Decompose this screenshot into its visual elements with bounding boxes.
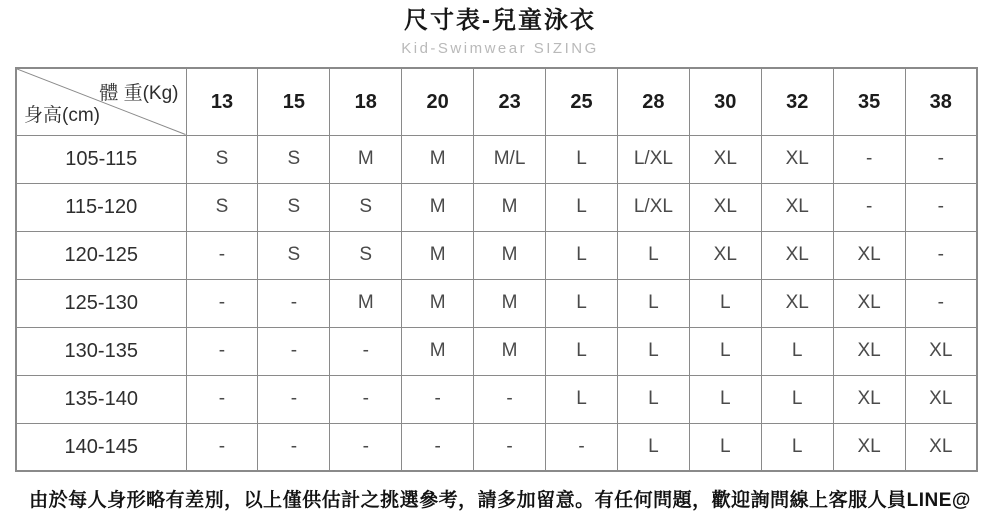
size-cell: - bbox=[186, 279, 258, 327]
weight-header: 28 bbox=[617, 68, 689, 135]
size-cell: L bbox=[761, 423, 833, 471]
size-cell: - bbox=[905, 135, 977, 183]
size-cell: - bbox=[186, 327, 258, 375]
size-cell: M bbox=[402, 183, 474, 231]
size-cell: XL bbox=[761, 231, 833, 279]
size-cell: XL bbox=[833, 375, 905, 423]
size-cell: M bbox=[402, 135, 474, 183]
size-cell: - bbox=[905, 279, 977, 327]
weight-header: 23 bbox=[474, 68, 546, 135]
size-cell: M bbox=[474, 183, 546, 231]
size-cell: S bbox=[258, 231, 330, 279]
size-cell: - bbox=[905, 231, 977, 279]
size-cell: M bbox=[330, 279, 402, 327]
height-range-label: 115-120 bbox=[16, 183, 186, 231]
height-axis-label: 身高(cm) bbox=[24, 104, 100, 126]
size-cell: S bbox=[186, 183, 258, 231]
size-cell: - bbox=[330, 327, 402, 375]
height-range-label: 125-130 bbox=[16, 279, 186, 327]
size-cell: XL bbox=[689, 135, 761, 183]
size-cell: - bbox=[905, 183, 977, 231]
size-cell: - bbox=[330, 375, 402, 423]
size-cell: L bbox=[617, 231, 689, 279]
weight-header: 25 bbox=[546, 68, 618, 135]
height-range-label: 130-135 bbox=[16, 327, 186, 375]
size-cell: - bbox=[186, 375, 258, 423]
size-cell: - bbox=[330, 423, 402, 471]
size-cell: L bbox=[617, 279, 689, 327]
size-cell: - bbox=[186, 231, 258, 279]
size-cell: XL bbox=[833, 279, 905, 327]
size-cell: S bbox=[330, 183, 402, 231]
size-cell: L/XL bbox=[617, 183, 689, 231]
weight-header: 32 bbox=[761, 68, 833, 135]
size-cell: - bbox=[402, 423, 474, 471]
header-row bbox=[16, 68, 977, 135]
height-range-label: 135-140 bbox=[16, 375, 186, 423]
weight-header: 20 bbox=[402, 68, 474, 135]
size-cell: S bbox=[330, 231, 402, 279]
size-cell: M bbox=[474, 279, 546, 327]
weight-axis-label: 體 重(Kg) bbox=[99, 83, 179, 105]
size-cell: - bbox=[833, 183, 905, 231]
weight-header: 35 bbox=[833, 68, 905, 135]
weight-header: 15 bbox=[258, 68, 330, 135]
size-cell: S bbox=[258, 183, 330, 231]
size-cell: L bbox=[546, 375, 618, 423]
size-cell: L bbox=[689, 279, 761, 327]
height-range-label: 105-115 bbox=[16, 135, 186, 183]
size-cell: L bbox=[546, 135, 618, 183]
size-cell: XL bbox=[833, 231, 905, 279]
size-cell: M bbox=[474, 231, 546, 279]
size-cell: L bbox=[546, 327, 618, 375]
disclaimer-note: 由於每人身形略有差別，以上僅供估計之挑選參考，請多加留意。有任何問題，歡迎詢問線上客服人員LINE@ bbox=[29, 490, 971, 512]
size-cell: L bbox=[761, 375, 833, 423]
size-cell: XL bbox=[905, 375, 977, 423]
size-cell: L bbox=[689, 375, 761, 423]
size-cell: - bbox=[546, 423, 618, 471]
weight-header: 13 bbox=[186, 68, 258, 135]
size-cell: L bbox=[546, 183, 618, 231]
size-cell: M bbox=[402, 279, 474, 327]
table-row bbox=[16, 375, 977, 423]
size-cell: - bbox=[474, 375, 546, 423]
size-cell: XL bbox=[761, 183, 833, 231]
size-cell: - bbox=[258, 423, 330, 471]
size-cell: - bbox=[258, 327, 330, 375]
page-subtitle: Kid-Swimwear SIZING bbox=[401, 39, 599, 57]
size-cell: M bbox=[330, 135, 402, 183]
weight-header: 30 bbox=[689, 68, 761, 135]
table-row bbox=[16, 423, 977, 471]
table-row bbox=[16, 327, 977, 375]
size-cell: S bbox=[186, 135, 258, 183]
size-cell: L bbox=[689, 327, 761, 375]
size-cell: L bbox=[689, 423, 761, 471]
table-row bbox=[16, 231, 977, 279]
size-cell: - bbox=[186, 423, 258, 471]
size-cell: L/XL bbox=[617, 135, 689, 183]
size-cell: L bbox=[617, 375, 689, 423]
size-cell: M bbox=[402, 327, 474, 375]
weight-header: 38 bbox=[905, 68, 977, 135]
height-range-label: 140-145 bbox=[16, 423, 186, 471]
size-cell: L bbox=[617, 327, 689, 375]
size-cell: - bbox=[258, 375, 330, 423]
size-cell: S bbox=[258, 135, 330, 183]
size-cell: - bbox=[474, 423, 546, 471]
size-cell: XL bbox=[905, 423, 977, 471]
size-cell: XL bbox=[689, 183, 761, 231]
size-cell: XL bbox=[905, 327, 977, 375]
table-row bbox=[16, 183, 977, 231]
table-row bbox=[16, 279, 977, 327]
size-chart-table bbox=[15, 67, 978, 472]
corner-cell bbox=[16, 68, 186, 135]
size-cell: L bbox=[761, 327, 833, 375]
size-cell: L bbox=[546, 231, 618, 279]
size-cell: - bbox=[833, 135, 905, 183]
size-cell: - bbox=[258, 279, 330, 327]
size-cell: XL bbox=[761, 279, 833, 327]
size-cell: XL bbox=[833, 423, 905, 471]
size-cell: M/L bbox=[474, 135, 546, 183]
size-cell: XL bbox=[689, 231, 761, 279]
size-cell: M bbox=[402, 231, 474, 279]
table-row bbox=[16, 135, 977, 183]
size-cell: - bbox=[402, 375, 474, 423]
size-cell: XL bbox=[761, 135, 833, 183]
size-cell: L bbox=[546, 279, 618, 327]
size-cell: XL bbox=[833, 327, 905, 375]
page-title: 尺寸表-兒童泳衣 bbox=[404, 7, 596, 34]
height-range-label: 120-125 bbox=[16, 231, 186, 279]
size-cell: L bbox=[617, 423, 689, 471]
weight-header: 18 bbox=[330, 68, 402, 135]
size-cell: M bbox=[474, 327, 546, 375]
